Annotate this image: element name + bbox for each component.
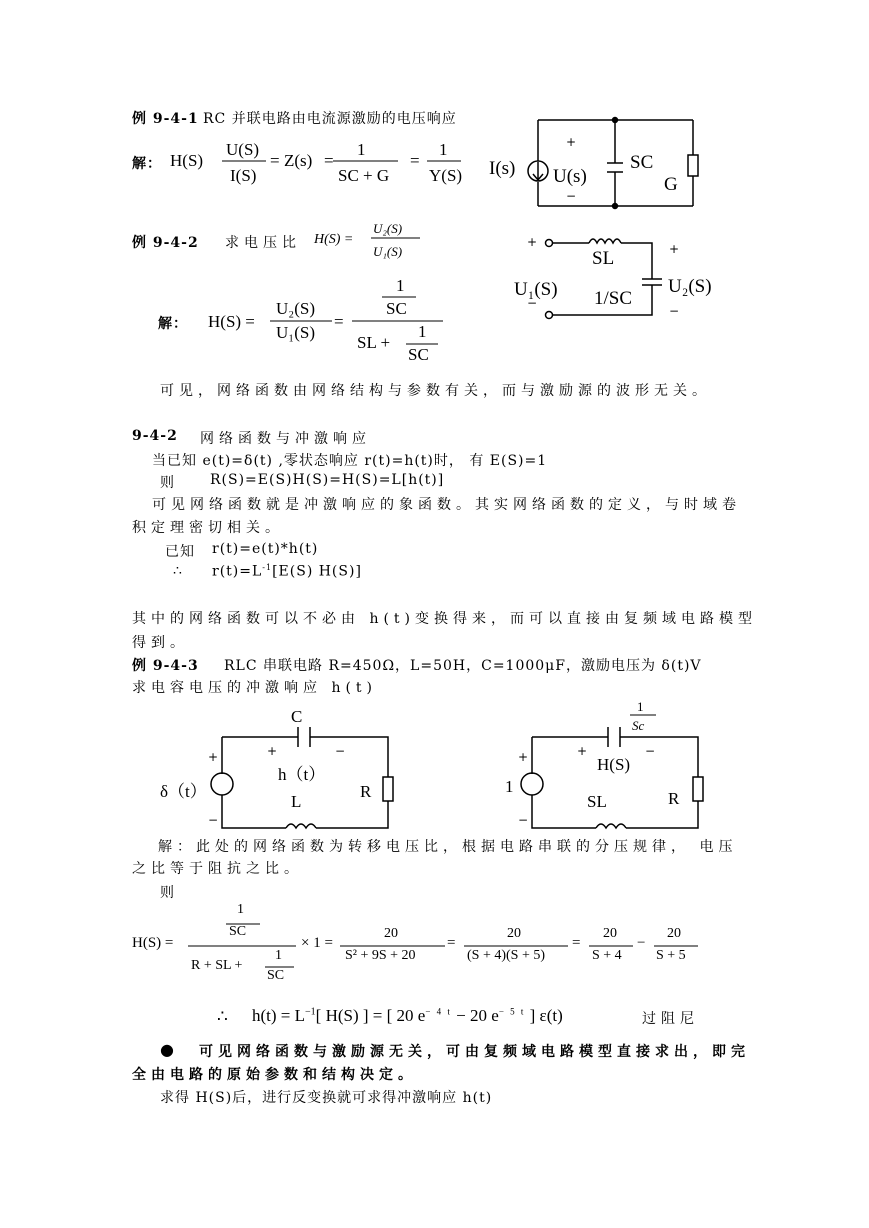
current-source-label: I(s) [489, 158, 516, 179]
equals-sign: = [447, 935, 456, 951]
fraction-numerator: 1 [396, 276, 405, 295]
equals-sign: = [410, 151, 420, 170]
resistor-label: R [668, 789, 680, 808]
fraction-numerator: U₂(S) [276, 299, 315, 318]
minus-sign: − [527, 296, 538, 310]
minus-sign: − [335, 744, 346, 758]
damping-note: 过阻尼 [642, 1011, 699, 1027]
then-label: 则 [160, 475, 175, 491]
conclusion: 全由电路的原始参数和结构决定。 [132, 1067, 417, 1083]
section-title: 网络函数与冲激响应 [200, 431, 371, 447]
paragraph: 之比等于阻抗之比。 [132, 861, 303, 877]
fraction-numerator: 1 [439, 140, 448, 159]
plus-sign: + [267, 744, 278, 758]
therefore-symbol: ∴ [173, 563, 183, 579]
paragraph: 其中的网络函数可以不必由 h(t)变换得来，而可以直接由复频域电路模型 [132, 611, 758, 627]
paragraph: 解：此处的网络函数为转移电压比，根据电路串联的分压规律， 电压 [158, 839, 738, 855]
fraction-numerator: 1 [275, 948, 282, 963]
result-equation: $h(t) = L^{-1}$[ H(S) ] = [ 20 $e^{- 4 t} - 20$ $e^{- 5 t}$ ] ε(t) [252, 1006, 563, 1025]
fraction-denominator: R + SL + [191, 958, 243, 973]
resistor-label: R [360, 782, 372, 801]
paragraph: 可见，网络函数由网络结构与参数有关，而与激励源的波形无关。 [160, 383, 711, 399]
fraction-denominator: (S + 4)(S + 5) [467, 948, 546, 963]
equals-sign: = [324, 151, 334, 170]
source-label: δ（t） [160, 782, 207, 801]
plus-sign: + [527, 235, 538, 249]
fraction-numerator: 20 [667, 926, 681, 941]
inductor-icon [286, 824, 316, 828]
equals-sign: = [270, 151, 280, 170]
fraction-denominator: U₁(S) [373, 244, 403, 259]
example-title: 求电容电压的冲激响应 h(t) [132, 680, 378, 696]
example-label: 例 9-4-2 [132, 235, 199, 251]
fraction-numerator: 1 [237, 902, 244, 917]
example-title: 求电压比 [225, 235, 301, 251]
inductor-label: SL [587, 792, 607, 811]
capacitor-label: 1/SC [594, 288, 633, 309]
capacitor-label: C [291, 707, 303, 726]
paragraph: 得到。 [132, 635, 189, 651]
source-label: 1 [505, 777, 514, 796]
solution-label: 解： [132, 156, 162, 172]
response-label: h（t） [278, 765, 326, 784]
fraction-denominator: SC [267, 968, 285, 983]
fraction-denominator: I(S) [230, 166, 257, 185]
rc-parallel-circuit [528, 120, 698, 206]
voltage-source-icon [521, 773, 543, 795]
output-voltage-label: U₂(S) [668, 276, 712, 297]
fraction-numerator: 1 [418, 322, 427, 341]
paragraph: 可见网络函数就是冲激响应的象函数。其实网络函数的定义，与时域卷 [152, 497, 741, 513]
paragraph: 当已知 e(t)=δ(t) ,零状态响应 r(t)=h(t)时， 有 E(S)=1 [152, 453, 548, 469]
therefore-symbol: ∴ [217, 1007, 228, 1026]
inductor-label: L [291, 792, 302, 811]
hs-symbol: H(S) [170, 151, 204, 170]
minus-sign: − [669, 304, 680, 318]
inductor-icon [589, 239, 621, 243]
equation-line: r(t)=e(t)*h(t) [212, 541, 319, 557]
minus-sign: − [645, 744, 656, 758]
lc-circuit [546, 239, 663, 319]
fraction-denominator: S + 4 [592, 948, 622, 963]
equation-line: $r(t)=L^{-1}[E(S)$ H(S)] [212, 563, 362, 580]
fraction-numerator: U(S) [226, 140, 260, 159]
resistor-icon [688, 155, 698, 176]
inductor-label: SL [592, 248, 615, 269]
voltage-source-icon [211, 773, 233, 795]
voltage-label: U(s) [553, 166, 587, 187]
fraction-denominator: SC [386, 299, 407, 318]
rlc-series-circuit-s-domain [521, 727, 703, 828]
plus-sign: + [518, 750, 529, 764]
paragraph: 求得 H(S)后，进行反变换就可求得冲激响应 h(t) [160, 1090, 493, 1106]
example-title: RLC 串联电路 R=450Ω，L=50H，C=1000μF，激励电压为 δ(t)V [224, 658, 702, 674]
plus-sign: + [566, 135, 577, 149]
plus-sign: + [577, 744, 588, 758]
minus-sign: − [566, 189, 577, 203]
example-label: 例 9-4-1 [132, 111, 199, 127]
fraction-denominator: S² + 9S + 20 [345, 948, 416, 963]
minus-sign: − [208, 813, 219, 827]
hs-symbol: H(S) = [208, 312, 255, 331]
fraction-denominator: U₁(S) [276, 323, 315, 342]
section-number: 9-4-2 [132, 428, 178, 444]
fraction-denominator: SC + G [338, 166, 390, 185]
equals-sign: = [334, 312, 344, 331]
solution-label: 解： [158, 316, 188, 332]
resistor-icon [383, 777, 393, 801]
plus-sign: + [669, 242, 680, 256]
fraction-numerator: 20 [384, 926, 398, 941]
given-label: 已知 [165, 544, 195, 560]
fraction-numerator: 1 [637, 699, 644, 714]
capacitor-label: SC [630, 152, 654, 173]
capacitor-icon [298, 727, 310, 747]
response-label: H(S) [597, 755, 631, 774]
paragraph: 积定理密切相关。 [132, 520, 284, 536]
fraction-denominator: SC [408, 345, 429, 364]
resistor-icon [693, 777, 703, 801]
rlc-series-circuit [211, 727, 393, 828]
times-one: × 1 = [301, 935, 333, 951]
minus-sign: − [518, 813, 529, 827]
fraction-denominator: S + 5 [656, 948, 686, 963]
minus-sign: − [637, 935, 646, 951]
plus-sign: + [208, 750, 219, 764]
then-label: 则 [160, 885, 175, 901]
fraction-numerator: 20 [507, 926, 521, 941]
fraction-numerator: U₂(S) [373, 221, 403, 236]
equals-sign: = [572, 935, 581, 951]
equation-line: R(S)=E(S)H(S)=H(S)=L[h(t)] [210, 472, 445, 488]
input-voltage-label: U₁(S) [514, 279, 558, 300]
fraction-numerator: 20 [603, 926, 617, 941]
bullet-icon: ● [160, 1040, 174, 1059]
fraction-denominator: SC [229, 924, 247, 939]
fraction-denominator: Sc [632, 718, 645, 733]
fraction-numerator: 1 [357, 140, 366, 159]
zs-symbol: Z(s) [284, 151, 313, 170]
capacitor-icon [608, 727, 620, 747]
fraction-denominator: Y(S) [429, 166, 463, 185]
hs-symbol: H(S) = [314, 232, 354, 247]
fraction-denominator: SL + [357, 333, 391, 352]
conductance-label: G [664, 174, 678, 195]
conclusion: 可见网络函数与激励源无关，可由复频域电路模型直接求出，即完 [199, 1044, 750, 1060]
example-title: RC 并联电路由电流源激励的电压响应 [203, 111, 457, 127]
hs-symbol: H(S) = [132, 935, 174, 951]
inductor-icon [596, 824, 626, 828]
example-label: 例 9-4-3 [132, 658, 199, 674]
